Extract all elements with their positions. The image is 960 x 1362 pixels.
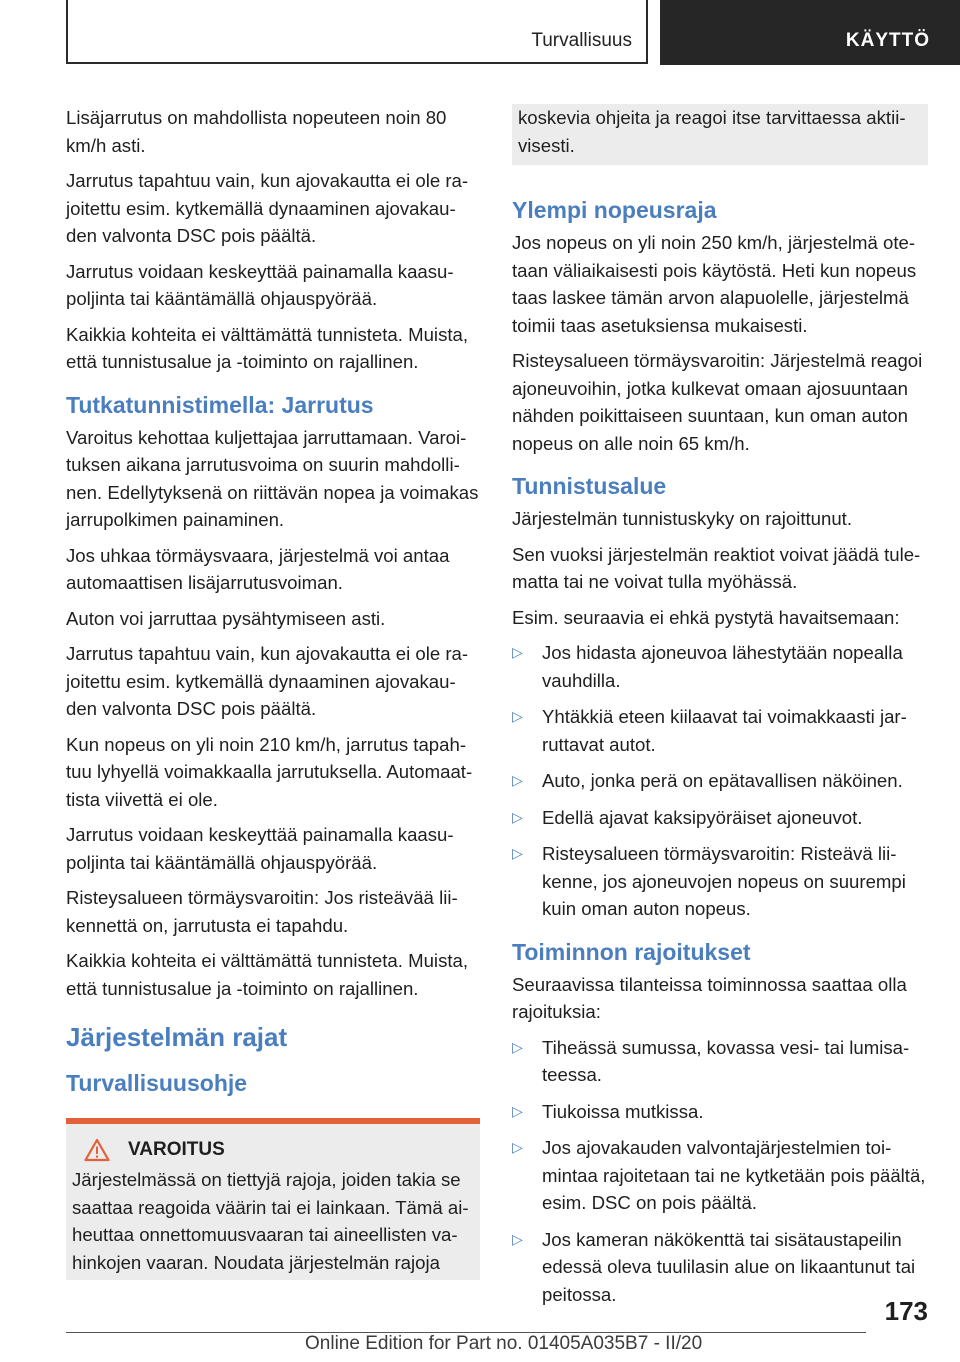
- list-item: ▷ Tiheässä sumussa, kovassa vesi- tai lumisateessa.: [512, 1034, 928, 1089]
- warning-triangle-icon: [84, 1138, 110, 1162]
- paragraph: Jos uhkaa törmäysvaara, järjestelmä voi antaa automaattisen lisäjarrutusvoiman.: [66, 544, 450, 593]
- subsection-heading: Turvallisuusohje: [66, 1070, 248, 1096]
- bullet-triangle-icon: ▷: [512, 708, 523, 724]
- section-heading: Ylempi nopeusraja: [512, 197, 717, 223]
- chapter-heading: Järjestelmän rajat: [66, 1022, 288, 1052]
- bullet-triangle-icon: ▷: [512, 845, 523, 861]
- list-item: ▷ Risteysalueen törmäysvaroitin: Risteävä liikenne, jos ajoneuvojen nopeus on suurempi kuin oman auton nopeus.: [512, 840, 928, 923]
- paragraph: Varoitus kehottaa kuljettajaa jarruttamaan. Varoituksen aikana jarrutusvoima on suurin mahdollinen. Edellytyksenä on riittävän nopea ja voimakas jarrupolkimen painaminen.: [66, 426, 479, 530]
- paragraph: Sen vuoksi järjestelmän reaktiot voivat jäädä tulematta tai ne voivat tulla myöhässä.: [512, 543, 921, 592]
- warning-continuation-box: [512, 104, 928, 165]
- right-column: [512, 104, 928, 1322]
- paragraph: Jarrutus tapahtuu vain, kun ajovakautta ei ole rajoitettu esim. kytkemällä dynaaminen ajovakauden valvonta DSC pois päältä.: [66, 170, 469, 246]
- list-item: ▷ Yhtäkkiä eteen kiilaavat tai voimakkaasti jarruttavat autot.: [512, 703, 928, 758]
- header-chapter-tab: [660, 0, 960, 65]
- function-limits-list: [512, 1034, 928, 1309]
- paragraph: Auton voi jarruttaa pysähtymiseen asti.: [66, 607, 386, 629]
- warning-box: [66, 1118, 480, 1280]
- paragraph: Jos nopeus on yli noin 250 km/h, järjestelmä otetaan väliaikaisesti pois käytöstä. Heti kun nopeus taas laskee tämän arvon alapuolelle, järjestelmä toimii taas asetuksiensa mukaisesti.: [512, 232, 917, 336]
- left-column: [66, 104, 480, 1280]
- bullet-triangle-icon: ▷: [512, 1230, 523, 1247]
- paragraph: Jarrutus voidaan keskeyttää painamalla kaasupoljinta tai kääntämällä ohjauspyörää.: [66, 260, 454, 309]
- warning-text: Järjestelmässä on tiettyjä rajoja, joiden takia se saattaa reagoida väärin tai ei lainkaan. Tämä aiheuttaa onnettomuusvaaran tai aineellisten vahinkojen vaaran. Noudata järjestelmän rajoja: [72, 1169, 469, 1273]
- paragraph: Risteysalueen törmäysvaroitin: Jos risteävää liikennettä on, jarrutusta ei tapahdu.: [66, 887, 458, 936]
- warning-title: VAROITUS: [128, 1139, 225, 1160]
- bullet-triangle-icon: ▷: [512, 1038, 523, 1055]
- section-heading: Tutkatunnistimella: Jarrutus: [66, 391, 374, 418]
- paragraph: Jarrutus tapahtuu vain, kun ajovakautta ei ole rajoitettu esim. kytkemällä dynaaminen ajovakauden valvonta DSC pois päältä.: [66, 643, 469, 719]
- list-item: ▷ Auto, jonka perä on epätavallisen näköinen.: [512, 767, 928, 795]
- paragraph: Järjestelmän tunnistuskyky on rajoittunut.: [512, 508, 853, 529]
- list-item: ▷ Edellä ajavat kaksipyöräiset ajoneuvot.: [512, 804, 928, 832]
- list-item: ▷ Jos hidasta ajoneuvoa lähestytään nopealla vauhdilla.: [512, 639, 928, 694]
- warning-text-continued: koskevia ohjeita ja reagoi itse tarvittaessa aktiivisesti.: [518, 107, 906, 156]
- bullet-triangle-icon: ▷: [512, 1102, 523, 1119]
- header-section-tab: [66, 0, 648, 64]
- list-item: ▷ Jos ajovakauden valvontajärjestelmien toimintaa rajoitetaan tai ne kytketään pois päältä, esim. DSC on pois päältä.: [512, 1134, 928, 1217]
- bullet-triangle-icon: ▷: [512, 808, 523, 825]
- bullet-triangle-icon: ▷: [512, 772, 523, 788]
- header-section-title: Turvallisuus: [531, 30, 632, 51]
- limitations-list: [512, 639, 928, 923]
- footer-edition: Online Edition for Part no. 01405A035B7 - II/20: [305, 1333, 703, 1354]
- header-chapter-title: KÄYTTÖ: [845, 30, 930, 51]
- paragraph: Kaikkia kohteita ei välttämättä tunnisteta. Muista, että tunnistusalue ja -toiminto on rajallinen.: [66, 950, 469, 999]
- bullet-triangle-icon: ▷: [512, 1139, 523, 1155]
- paragraph: Lisäjarrutus on mahdollista nopeuteen noin 80 km/h asti.: [66, 107, 447, 156]
- list-item: ▷ Jos kameran näkökenttä tai sisätaustapeilin edessä oleva tuulilasin alue on likaantunut tai peitossa.: [512, 1226, 928, 1309]
- paragraph: Esim. seuraavia ei ehkä pystytä havaitsemaan:: [512, 606, 900, 628]
- section-heading: Tunnistusalue: [512, 473, 667, 499]
- bullet-triangle-icon: ▷: [512, 644, 523, 660]
- paragraph: Risteysalueen törmäysvaroitin: Järjestelmä reagoi ajoneuvoihin, jotka kulkevat omaan ajosuuntaan nähden poikittaiseen suuntaan, kun oman auton nopeus on alle noin 65 km/h.: [512, 350, 923, 454]
- page-number: 173: [884, 1296, 928, 1326]
- paragraph: Kaikkia kohteita ei välttämättä tunnisteta. Muista, että tunnistusalue ja -toiminto on rajallinen.: [66, 323, 469, 372]
- paragraph: Jarrutus voidaan keskeyttää painamalla kaasupoljinta tai kääntämällä ohjauspyörää.: [66, 824, 454, 873]
- section-heading: Toiminnon rajoitukset: [512, 938, 751, 965]
- paragraph: Kun nopeus on yli noin 210 km/h, jarrutus tapahtuu lyhyellä voimakkaalla jarrutuksella. Automaattista viivettä ei ole.: [66, 733, 473, 810]
- paragraph: Seuraavissa tilanteissa toiminnossa saattaa olla rajoituksia:: [512, 973, 907, 1022]
- list-item: ▷ Tiukoissa mutkissa.: [512, 1098, 928, 1126]
